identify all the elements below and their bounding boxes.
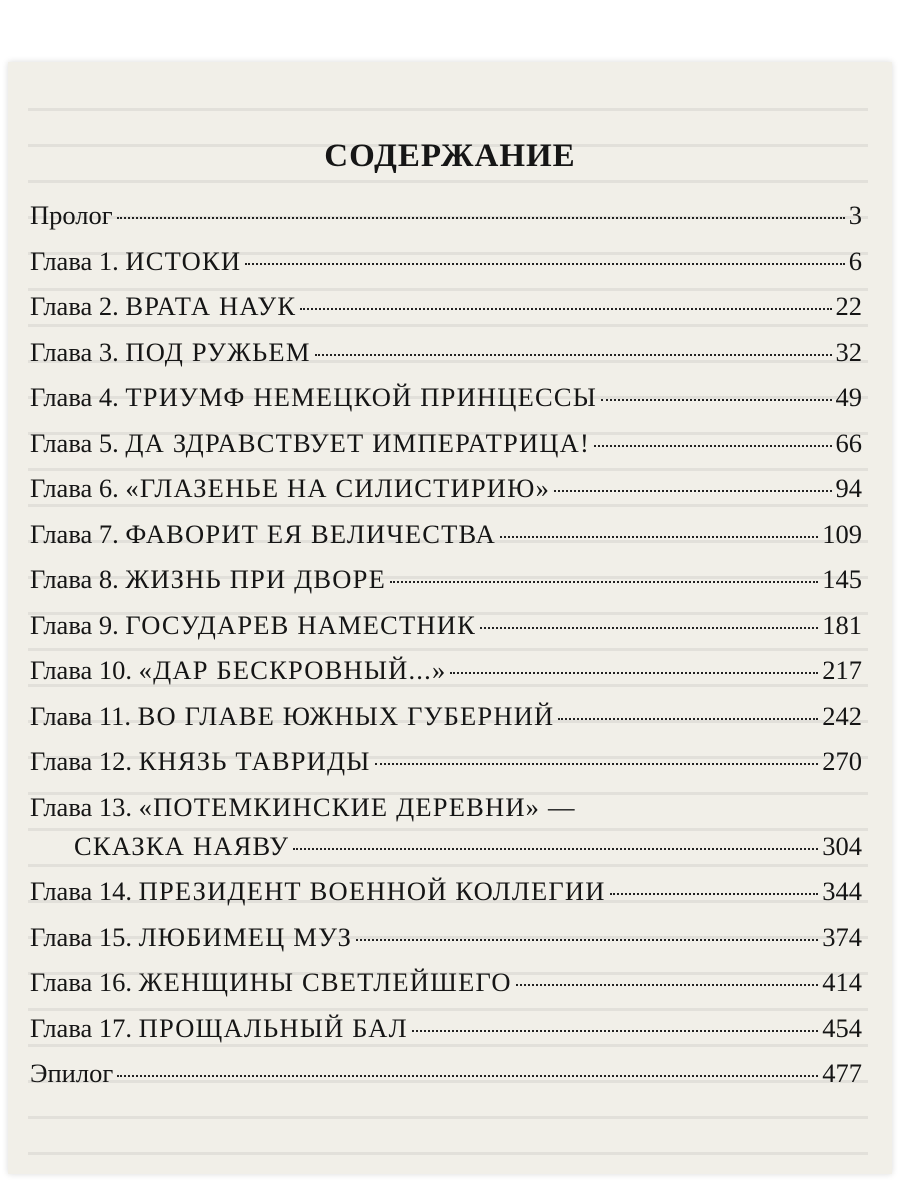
- toc-entry-chapter-17: [30, 1013, 862, 1059]
- toc-chapter-title: ЛЮБИМЕЦ МУЗ: [138, 921, 353, 952]
- toc-chapter-number: Глава 17.: [30, 1012, 139, 1043]
- dot-leader: [554, 490, 831, 492]
- toc-chapter-number: Глава 4.: [30, 382, 126, 412]
- toc-entry-epilogue: [30, 1058, 862, 1104]
- toc-chapter-title: ВРАТА НАУК: [125, 291, 297, 321]
- toc-page-number: 3: [848, 200, 862, 230]
- toc-page-number: 145: [822, 564, 862, 594]
- toc-chapter-number: Глава 12.: [30, 746, 139, 776]
- toc-chapter-number: Глава 8.: [30, 564, 126, 594]
- toc-chapter-number: Глава 10.: [30, 655, 139, 685]
- toc-entry-chapter-1: [30, 246, 862, 292]
- toc-chapter-title: ДА ЗДРАВСТВУЕТ ИМПЕРАТРИЦА!: [125, 427, 591, 458]
- toc-page-number: 22: [835, 291, 862, 321]
- toc-entry-label: Эпилог: [30, 1058, 114, 1088]
- dot-leader: [594, 445, 831, 447]
- toc-chapter-title: ПОД РУЖЬЕМ: [125, 336, 311, 367]
- dot-leader: [610, 893, 819, 895]
- toc-entry-chapter-4: [30, 382, 862, 428]
- dot-leader: [500, 536, 818, 538]
- toc-chapter-number: Глава 7.: [30, 518, 126, 549]
- dot-leader: [412, 1030, 818, 1032]
- toc-chapter-title: «ПОТЕМКИНСКИЕ ДЕРЕВНИ» —: [138, 791, 576, 822]
- toc-page-number: 374: [822, 921, 862, 952]
- toc-page-number: 181: [822, 609, 862, 640]
- page-title: СОДЕРЖАНИЕ: [324, 138, 576, 174]
- dot-leader: [117, 217, 845, 219]
- toc-chapter-title: КНЯЗЬ ТАВРИДЫ: [138, 746, 371, 776]
- dot-leader: [516, 984, 819, 986]
- dot-leader: [390, 581, 818, 583]
- toc-entry-prologue: [30, 200, 862, 246]
- toc-entry-chapter-15: [30, 922, 862, 968]
- toc-chapter-number: Глава 5.: [30, 427, 126, 458]
- toc-chapter-title-continued: СКАЗКА НАЯВУ: [74, 830, 290, 861]
- dot-leader: [375, 763, 819, 765]
- toc-entry-chapter-16: [30, 967, 862, 1013]
- toc-page-number: 270: [822, 746, 862, 776]
- toc-entry-chapter-3: [30, 337, 862, 383]
- toc-chapter-number: Глава 16.: [30, 967, 139, 997]
- toc-chapter-title: ЖЕНЩИНЫ СВЕТЛЕЙШЕГО: [138, 967, 512, 997]
- toc-entry-chapter-14: [30, 876, 862, 922]
- toc-page-number: 6: [848, 245, 862, 276]
- dot-leader: [356, 939, 818, 941]
- toc-page-number: 242: [822, 700, 862, 731]
- toc-entry-chapter-6: [30, 473, 862, 519]
- toc-page-number: 32: [835, 336, 862, 367]
- toc-entry-chapter-10: [30, 655, 862, 701]
- dot-leader: [300, 308, 831, 310]
- dot-leader: [245, 263, 845, 265]
- toc-chapter-title: ЖИЗНЬ ПРИ ДВОРЕ: [125, 564, 386, 594]
- toc-entry-label: Пролог: [30, 200, 113, 230]
- toc-chapter-number: Глава 3.: [30, 336, 126, 367]
- toc-chapter-title: «ДАР БЕСКРОВНЫЙ...»: [138, 655, 447, 685]
- toc-chapter-number: Глава 6.: [30, 473, 126, 503]
- dot-leader: [293, 848, 818, 850]
- toc-chapter-title: «ГЛАЗЕНЬЕ НА СИЛИСТИРИЮ»: [125, 473, 551, 503]
- toc-entry-chapter-11: [30, 701, 862, 747]
- toc-page-number: 414: [822, 967, 862, 997]
- table-of-contents: [30, 200, 862, 1104]
- toc-page-number: 217: [822, 655, 862, 685]
- dot-leader: [558, 718, 818, 720]
- toc-page-number: 344: [822, 876, 862, 906]
- toc-entry-chapter-2: [30, 291, 862, 337]
- toc-chapter-title: ИСТОКИ: [125, 245, 242, 276]
- toc-page-number: 94: [835, 473, 862, 503]
- toc-page-number: 454: [822, 1012, 862, 1043]
- toc-chapter-number: Глава 14.: [30, 876, 139, 906]
- toc-chapter-number: Глава 1.: [30, 245, 126, 276]
- dot-leader: [480, 627, 818, 629]
- toc-chapter-number: Глава 9.: [30, 609, 126, 640]
- dot-leader: [601, 399, 831, 401]
- toc-entry-chapter-12: [30, 746, 862, 792]
- toc-chapter-title: ГОСУДАРЕВ НАМЕСТНИК: [125, 609, 476, 640]
- dot-leader: [450, 672, 818, 674]
- toc-page-number: 49: [835, 382, 862, 412]
- toc-chapter-title: ТРИУМФ НЕМЕЦКОЙ ПРИНЦЕССЫ: [125, 382, 598, 412]
- toc-entry-chapter-13-continued: [30, 831, 862, 877]
- toc-entry-chapter-9: [30, 610, 862, 656]
- toc-page-number: 477: [822, 1058, 862, 1088]
- toc-chapter-title: ПРОЩАЛЬНЫЙ БАЛ: [138, 1012, 408, 1043]
- toc-chapter-title: ПРЕЗИДЕНТ ВОЕННОЙ КОЛЛЕГИИ: [138, 876, 606, 906]
- toc-chapter-number: Глава 13.: [30, 791, 139, 822]
- book-page: [8, 62, 892, 1174]
- toc-chapter-number: Глава 11.: [30, 700, 138, 731]
- dot-leader: [117, 1075, 818, 1077]
- toc-entry-chapter-5: [30, 428, 862, 474]
- toc-entry-chapter-13: [30, 792, 862, 831]
- toc-chapter-number: Глава 15.: [30, 921, 139, 952]
- toc-chapter-number: Глава 2.: [30, 291, 126, 321]
- toc-chapter-title: ВО ГЛАВЕ ЮЖНЫХ ГУБЕРНИЙ: [137, 700, 555, 731]
- dot-leader: [315, 354, 832, 356]
- toc-entry-chapter-7: [30, 519, 862, 565]
- toc-entry-chapter-8: [30, 564, 862, 610]
- toc-page-number: 304: [822, 830, 862, 861]
- toc-page-number: 66: [835, 427, 862, 458]
- toc-chapter-title: ФАВОРИТ ЕЯ ВЕЛИЧЕСТВА: [125, 518, 497, 549]
- toc-page-number: 109: [822, 518, 862, 549]
